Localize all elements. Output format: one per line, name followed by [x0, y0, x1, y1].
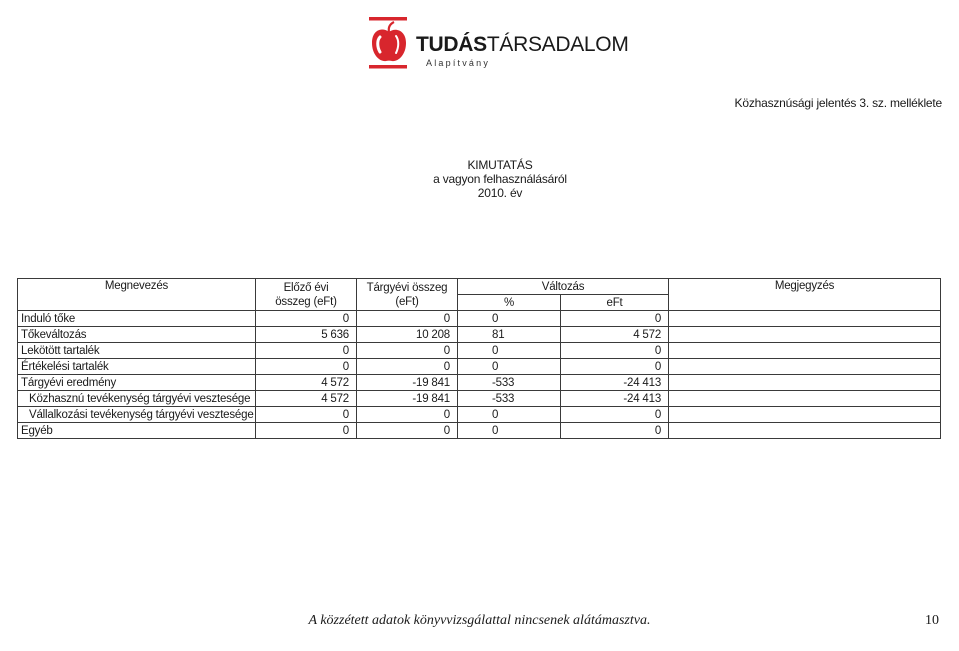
row-previous-year: 0: [256, 407, 357, 423]
row-note: [669, 311, 941, 327]
title-line-2: a vagyon felhasználásáról: [433, 172, 567, 186]
row-change-eft: -24 413: [561, 375, 669, 391]
row-change-eft: 0: [561, 359, 669, 375]
title-line-3: 2010. év: [477, 186, 523, 200]
row-previous-year: 0: [256, 311, 357, 327]
row-previous-year: 0: [256, 359, 357, 375]
row-name: Közhasznú tevékenység tárgyévi vesztesége: [18, 391, 256, 407]
row-change-eft: 0: [561, 423, 669, 439]
logo-subtitle: Alapítvány: [426, 58, 491, 68]
row-previous-year: 4 572: [256, 391, 357, 407]
row-note: [669, 407, 941, 423]
row-note: [669, 359, 941, 375]
table-row: [18, 391, 941, 407]
header-current-year: Tárgyévi összeg (eFt): [357, 279, 458, 311]
row-change-eft: 0: [561, 343, 669, 359]
row-change-percent: 0: [458, 311, 561, 327]
row-change-percent: -533: [458, 375, 561, 391]
row-change-percent: 0: [458, 423, 561, 439]
row-current-year: 0: [357, 311, 458, 327]
table-row: [18, 375, 941, 391]
row-note: [669, 343, 941, 359]
row-name: Tőkeváltozás: [18, 327, 256, 343]
header-previous-year: Előző évi összeg (eFt): [256, 279, 357, 311]
row-change-percent: 81: [458, 327, 561, 343]
table-row: [18, 359, 941, 375]
row-previous-year: 0: [256, 343, 357, 359]
row-name: Értékelési tartalék: [18, 359, 256, 375]
row-change-eft: 4 572: [561, 327, 669, 343]
row-name: Lekötött tartalék: [18, 343, 256, 359]
row-change-percent: -533: [458, 391, 561, 407]
header-change-percent: %: [458, 295, 561, 311]
row-current-year: 10 208: [357, 327, 458, 343]
row-previous-year: 5 636: [256, 327, 357, 343]
row-change-eft: -24 413: [561, 391, 669, 407]
table-row: [18, 343, 941, 359]
foundation-logo: [366, 17, 629, 73]
row-current-year: -19 841: [357, 391, 458, 407]
row-current-year: 0: [357, 343, 458, 359]
row-previous-year: 0: [256, 423, 357, 439]
title-line-1: KIMUTATÁS: [467, 158, 533, 172]
row-note: [669, 423, 941, 439]
table-row: [18, 423, 941, 439]
row-current-year: 0: [357, 407, 458, 423]
row-name: Vállalkozási tevékenység tárgyévi vesztesége: [18, 407, 256, 423]
footer-disclaimer: A közzétett adatok könyvvizsgálattal nincsenek alátámasztva.: [308, 613, 651, 628]
header-note: Megjegyzés: [669, 279, 941, 311]
row-change-percent: 0: [458, 343, 561, 359]
row-change-percent: 0: [458, 407, 561, 423]
row-current-year: -19 841: [357, 375, 458, 391]
table-row: [18, 407, 941, 423]
row-current-year: 0: [357, 423, 458, 439]
header-change-eft: eFt: [561, 295, 669, 311]
row-name: Induló tőke: [18, 311, 256, 327]
apple-logo-icon: [366, 17, 410, 69]
row-note: [669, 375, 941, 391]
row-name: Tárgyévi eredmény: [18, 375, 256, 391]
header-change: Változás: [458, 279, 669, 295]
table-row: [18, 311, 941, 327]
asset-usage-table: [17, 278, 941, 439]
table-row: [18, 327, 941, 343]
row-previous-year: 4 572: [256, 375, 357, 391]
annex-label: Közhasznúsági jelentés 3. sz. melléklete: [734, 96, 942, 110]
page-number: 10: [925, 613, 939, 628]
row-change-eft: 0: [561, 407, 669, 423]
row-current-year: 0: [357, 359, 458, 375]
document-title: [300, 158, 700, 200]
row-note: [669, 391, 941, 407]
row-change-percent: 0: [458, 359, 561, 375]
logo-wordmark: TUDÁSTÁRSADALOM: [416, 33, 629, 56]
header-name: Megnevezés: [18, 279, 256, 311]
row-name: Egyéb: [18, 423, 256, 439]
row-change-eft: 0: [561, 311, 669, 327]
row-note: [669, 327, 941, 343]
